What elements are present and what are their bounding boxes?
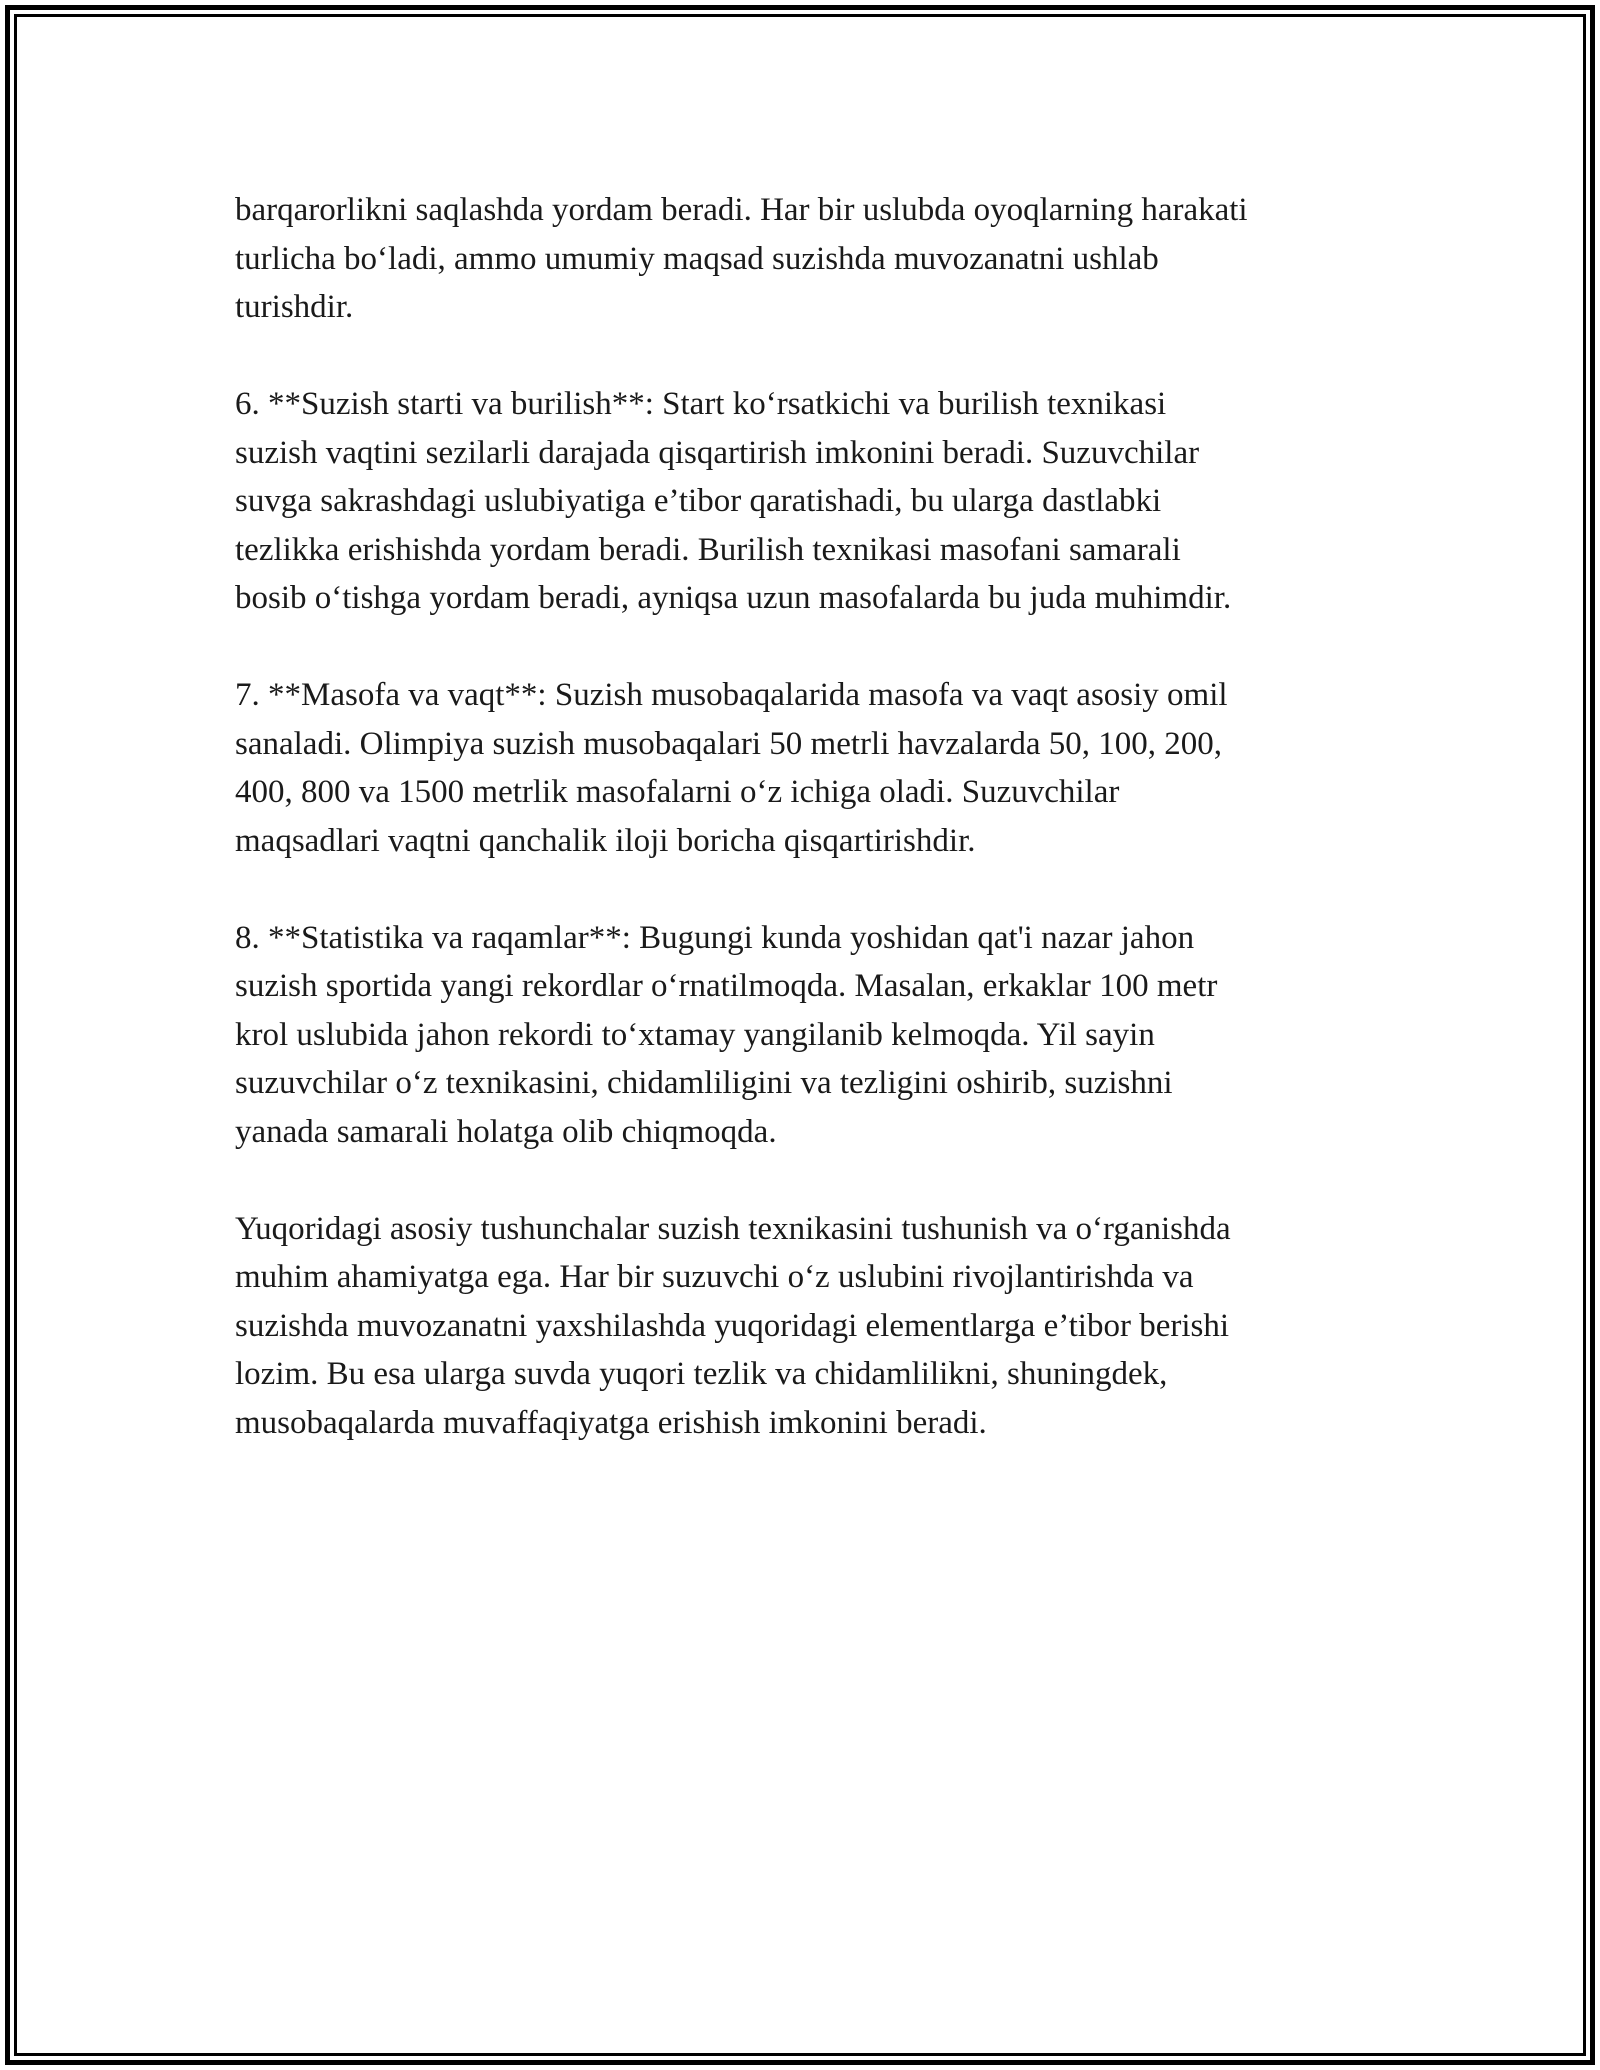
paragraph-conclusion — [235, 1205, 1375, 1448]
text-line: muhim ahamiyatga ega. Har bir suzuvchi o‘z uslubini rivojlantirishda va — [235, 1259, 1194, 1295]
text-line: krol uslubida jahon rekordi to‘xtamay yangilanib kelmoqda. Yil sayin — [235, 1016, 1155, 1053]
paragraph-start-and-turn — [235, 380, 1375, 623]
text-line: 400, 800 va 1500 metrlik masofalarni o‘z ichiga oladi. Suzuvchilar — [235, 774, 1120, 810]
document-body — [235, 186, 1375, 1496]
text-line: lozim. Bu esa ularga suvda yuqori tezlik va chidamlilikni, shuningdek, — [235, 1356, 1168, 1392]
text-line: bosib o‘tishga yordam beradi, ayniqsa uzun masofalarda bu juda muhimdir. — [235, 580, 1232, 616]
paragraph-statistics — [235, 914, 1375, 1157]
text-line: Yuqoridagi asosiy tushunchalar suzish texnikasini tushunish va o‘rganishda — [235, 1210, 1231, 1247]
text-line: suvga sakrashdagi uslubiyatiga e’tibor qaratishadi, bu ularga dastlabki — [235, 483, 1162, 519]
text-line: 7. **Masofa va vaqt**: Suzish musobaqalarida masofa va vaqt asosiy omil — [235, 677, 1228, 713]
text-line: suzish vaqtini sezilarli darajada qisqartirish imkonini beradi. Suzuvchilar — [235, 434, 1200, 471]
text-line: maqsadlari vaqtni qanchalik iloji boricha qisqartirishdir. — [235, 822, 976, 859]
text-line: barqarorlikni saqlashda yordam beradi. Har bir uslubda oyoqlarning harakati — [235, 192, 1248, 228]
paragraph-balance-continuation — [235, 186, 1375, 332]
text-line: turlicha bo‘ladi, ammo umumiy maqsad suzishda muvozanatni ushlab — [235, 240, 1159, 277]
text-line: suzishda muvozanatni yaxshilashda yuqoridagi elementlarga e’tibor berishi — [235, 1307, 1230, 1344]
text-line: suzuvchilar o‘z texnikasini, chidamliligini va tezligini oshirib, suzishni — [235, 1065, 1173, 1101]
text-line: musobaqalarda muvaffaqiyatga erishish imkonini beradi. — [235, 1404, 987, 1441]
text-line: 6. **Suzish starti va burilish**: Start ko‘rsatkichi va burilish texnikasi — [235, 386, 1167, 422]
text-line: suzish sportida yangi rekordlar o‘rnatilmoqda. Masalan, erkaklar 100 metr — [235, 968, 1218, 1004]
text-line: yanada samarali holatga olib chiqmoqda. — [235, 1113, 777, 1150]
text-line: sanaladi. Olimpiya suzish musobaqalari 50 metrli havzalarda 50, 100, 200, — [235, 725, 1223, 762]
text-line: tezlikka erishishda yordam beradi. Burilish texnikasi masofani samarali — [235, 531, 1181, 568]
paragraph-distance-and-time — [235, 671, 1375, 865]
text-line: turishdir. — [235, 289, 354, 325]
text-line: 8. **Statistika va raqamlar**: Bugungi kunda yoshidan qat'i nazar jahon — [235, 919, 1195, 956]
